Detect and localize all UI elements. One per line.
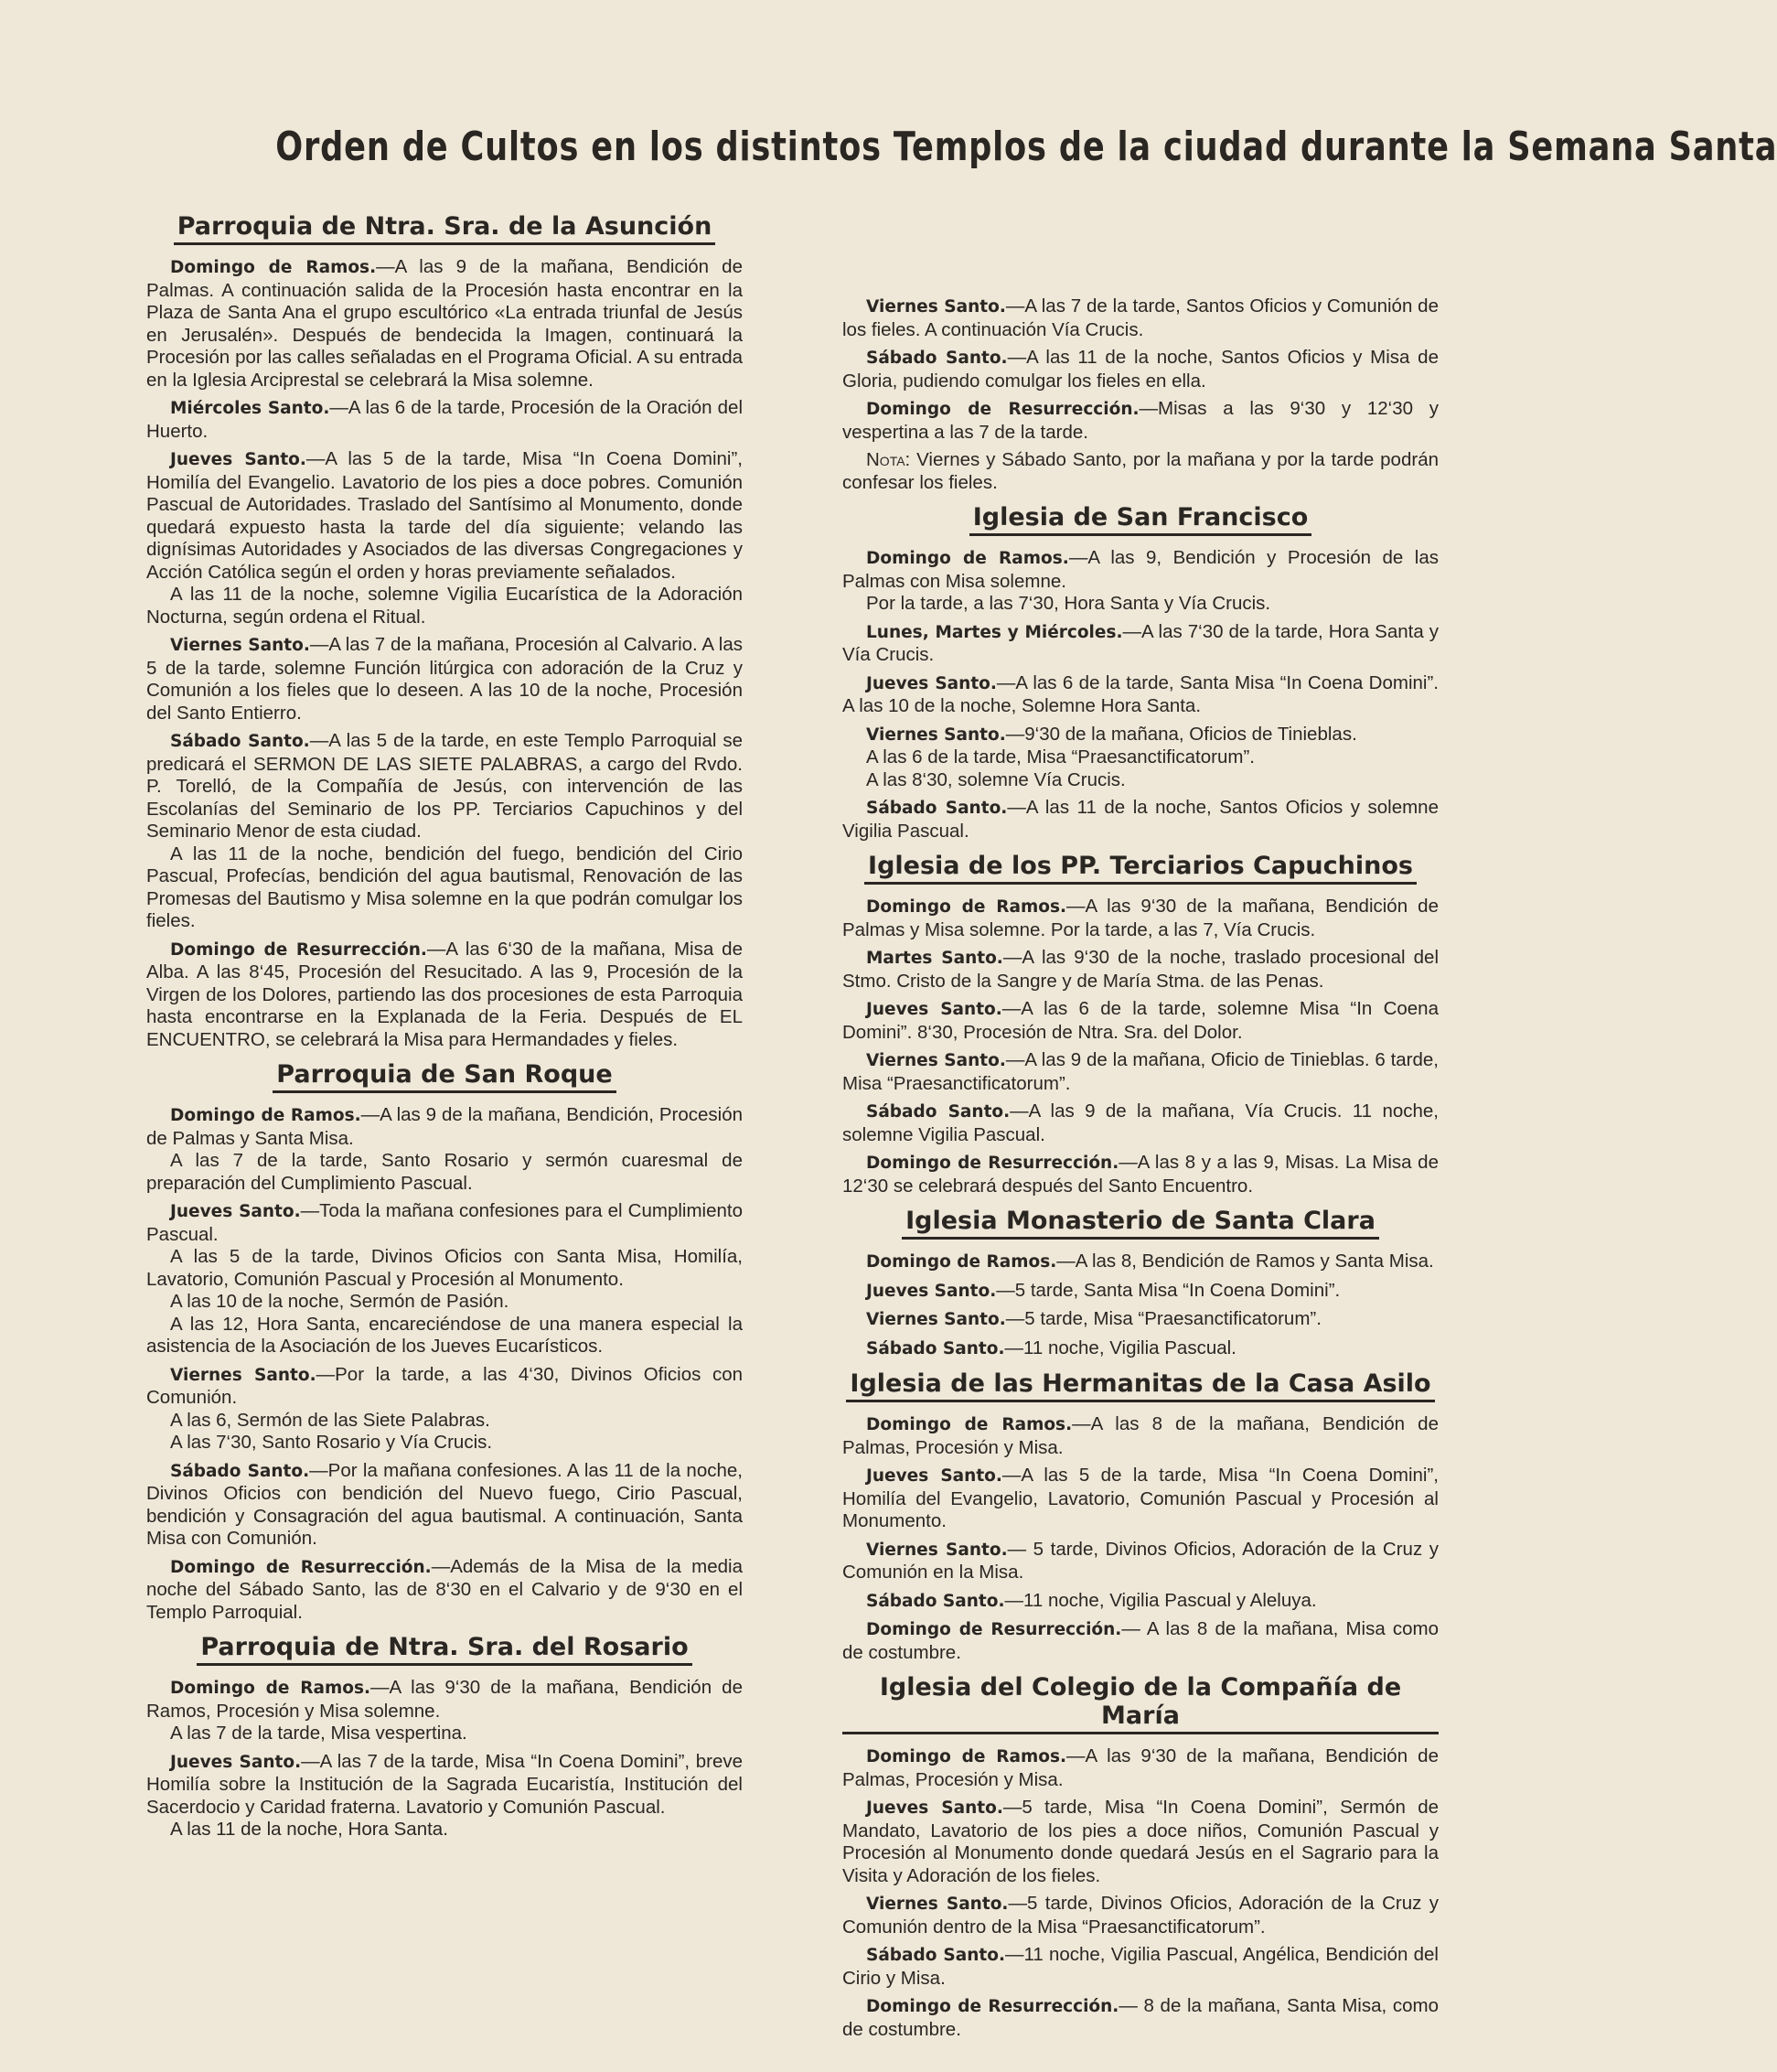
schedule-entry	[842, 896, 1439, 941]
schedule-entry	[842, 998, 1439, 1044]
schedule-entry	[842, 1539, 1439, 1584]
section-title	[146, 1633, 743, 1666]
entry-text: A las 5 de la tarde, Divinos Oficios con Santa Misa, Homilía, Lavatorio, Comunión Pascual y Procesión al Monumento.	[146, 1246, 743, 1290]
day-label: Domingo de Resurrección.	[866, 1154, 1119, 1173]
entry-text: Viernes Santo.— 5 tarde, Divinos Oficios, Adoración de la Cruz y Comunión en la Misa.	[842, 1538, 1439, 1583]
schedule-entry	[842, 1590, 1439, 1614]
day-label: Sábado Santo.	[866, 1338, 1005, 1358]
schedule-entry	[842, 1893, 1439, 1938]
entry-text: Domingo de Ramos.—A las 9, Bendición y Procesión de las Palmas con Misa solemne.	[842, 547, 1439, 592]
church-section	[146, 1633, 743, 1841]
schedule-entry	[842, 1797, 1439, 1887]
entry-text: A las 11 de la noche, Hora Santa.	[170, 1819, 448, 1840]
day-label: Miércoles Santo.	[170, 399, 330, 418]
section-title-text: Iglesia de San Francisco	[969, 503, 1312, 536]
day-label: Jueves Santo.	[170, 1752, 302, 1772]
day-label: Jueves Santo.	[866, 673, 997, 693]
day-label: Domingo de Ramos.	[170, 1106, 361, 1125]
entry-text: A las 7 de la tarde, Santo Rosario y sermón cuaresmal de preparación del Cumplimiento Pascual.	[146, 1150, 743, 1194]
entry-text: Nota: Viernes y Sábado Santo, por la mañana y por la tarde podrán confesar los fieles.	[842, 449, 1439, 493]
page-title: Orden de Cultos en los distintos Templos de la ciudad durante la Semana Santa	[275, 123, 1777, 170]
schedule-entry	[842, 1944, 1439, 1990]
entry-text: A las 11 de la noche, bendición del fuego, bendición del Cirio Pascual, Profecías, bendición del agua bautismal, Renovación de las Promesas del Bautismo y Misa solemne en la que podrán comulgar los fieles.	[146, 843, 743, 931]
church-section	[842, 1369, 1439, 1664]
section-title-text: Iglesia de los PP. Terciarios Capuchinos	[864, 852, 1417, 885]
schedule-entry	[146, 1200, 743, 1358]
entry-text: Sábado Santo.—11 noche, Vigilia Pascual.	[866, 1337, 1236, 1358]
day-label: Domingo de Ramos.	[866, 897, 1067, 917]
entry-text: A las 6 de la tarde, Misa “Praesanctificatorum”.	[866, 746, 1255, 768]
day-label: Viernes Santo.	[866, 725, 1006, 745]
entry-text: Viernes Santo.—Por la tarde, a las 4‘30, Divinos Oficios con Comunión.	[146, 1363, 744, 1408]
entry-text: Lunes, Martes y Miércoles.—A las 7‘30 de la tarde, Hora Santa y Vía Crucis.	[842, 620, 1439, 665]
schedule-entry	[842, 1413, 1439, 1459]
schedule-entry	[842, 1465, 1439, 1533]
day-label: Jueves Santo.	[170, 1202, 301, 1221]
entry-text: Domingo de Resurrección.—Misas a las 9‘30 y 12‘30 y vespertina a las 7 de la tarde.	[842, 398, 1439, 443]
entry-text: Domingo de Ramos.—A las 9‘30 de la mañana, Bendición de Palmas, Procesión y Misa.	[842, 1745, 1439, 1790]
schedule-entry	[842, 295, 1439, 341]
church-section	[146, 1060, 743, 1624]
schedule-entry	[146, 730, 743, 933]
entry-text: Jueves Santo.—A las 5 de la tarde, Misa “In Coena Domini”, Homilía del Evangelio. Lavatorio de los pies a doce pobres. Comunión Pascual de Autoridades. Traslado del Santísimo al Monumento, donde quedará expuesto hasta la tarde del día siguiente; velando las dignísimas Autoridades y Asociados de las diversas Congregaciones y Acción Católica según el orden y horas previamente señalados.	[146, 448, 743, 583]
section-title-text: Parroquia de Ntra. Sra. de la Asunción	[174, 212, 716, 245]
day-label: Jueves Santo.	[170, 450, 306, 469]
schedule-entry	[146, 634, 743, 725]
left-column	[146, 209, 743, 2050]
day-label: Sábado Santo.	[866, 1591, 1005, 1611]
day-label: Viernes Santo.	[866, 1310, 1006, 1329]
schedule-entry	[842, 1049, 1439, 1095]
entry-text: Viernes Santo.—A las 7 de la tarde, Santos Oficios y Comunión de los fieles. A continuación Vía Crucis.	[842, 295, 1439, 340]
schedule-entry	[146, 1556, 743, 1625]
day-label: Sábado Santo.	[866, 1946, 1005, 1965]
schedule-entry	[842, 347, 1439, 392]
day-label: Lunes, Martes y Miércoles.	[866, 622, 1123, 642]
entry-text: Sábado Santo.—A las 9 de la mañana, Vía Crucis. 11 noche, solemne Vigilia Pascual.	[842, 1100, 1439, 1145]
schedule-entry	[146, 1364, 743, 1455]
day-label: Viernes Santo.	[170, 636, 310, 655]
schedule-entry	[842, 1251, 1439, 1274]
schedule-entry	[146, 256, 743, 392]
entry-text: A las 12, Hora Santa, encareciéndose de una manera especial la asistencia de la Asociación de los Jueves Eucarísticos.	[146, 1313, 743, 1357]
schedule-entry	[842, 1100, 1439, 1146]
entry-text: Jueves Santo.—Toda la mañana confesiones para el Cumplimiento Pascual.	[146, 1200, 743, 1245]
day-label: Jueves Santo.	[866, 1466, 1002, 1486]
section-title	[842, 503, 1439, 536]
day-label: Viernes Santo.	[866, 1895, 1009, 1914]
section-title	[842, 1673, 1439, 1734]
day-label: Domingo de Ramos.	[866, 1747, 1067, 1766]
entry-text: Sábado Santo.—A las 5 de la tarde, en este Templo Parroquial se predicará el SERMON DE LAS SIETE PALABRAS, a cargo del Rvdo. P. Torelló, de la Compañía de Jesús, con intervención de las Escolanías del Seminario de los PP. Terciarios Capuchinos y del Seminario Menor de esta ciudad.	[146, 730, 743, 842]
schedule-entry	[842, 547, 1439, 616]
entry-text: Domingo de Ramos.—A las 8 de la mañana, Bendición de Palmas, Procesión y Misa.	[842, 1413, 1439, 1458]
columns	[146, 209, 1439, 2050]
church-section	[146, 212, 743, 1051]
day-label: Domingo de Ramos.	[170, 258, 377, 277]
schedule-entry	[842, 1745, 1439, 1791]
entry-text: Viernes Santo.—A las 7 de la mañana, Procesión al Calvario. A las 5 de la tarde, solemne Función litúrgica con adoración de la Cruz y Comunión a los fieles que lo deseen. A las 10 de la noche, Procesión del Santo Entierro.	[146, 634, 743, 724]
entry-text: A las 7 de la tarde, Misa vespertina.	[170, 1723, 467, 1744]
day-label: Domingo de Resurrección.	[170, 939, 427, 960]
day-label: Sábado Santo.	[866, 1102, 1011, 1122]
schedule-entry	[842, 398, 1439, 444]
section-title	[842, 1369, 1439, 1402]
day-label: Jueves Santo.	[866, 1000, 1002, 1019]
day-label: Sábado Santo.	[170, 1461, 310, 1481]
section-title-text: Iglesia Monasterio de Santa Clara	[902, 1207, 1379, 1240]
right-column	[842, 209, 1439, 2050]
entry-text: Sábado Santo.—11 noche, Vigilia Pascual, Angélica, Bendición del Cirio y Misa.	[842, 1944, 1439, 1989]
day-label: Martes Santo.	[866, 949, 1003, 968]
section-title-text: Iglesia de las Hermanitas de la Casa Asilo	[846, 1369, 1434, 1402]
entry-text: Domingo de Resurrección.—A las 6‘30 de la mañana, Misa de Alba. A las 8‘45, Procesión del Resucitado. A las 9, Procesión de la Virgen de los Dolores, partiendo las dos procesiones de esta Parroquia hasta encontrarse en la Explanada de la Feria. Después de EL ENCUENTRO, se celebrará la Misa para Hermandades y fieles.	[146, 938, 743, 1050]
section-title-text: Iglesia del Colegio de la Compañía de María	[842, 1673, 1439, 1734]
schedule-entry	[842, 1152, 1439, 1197]
church-section	[842, 503, 1439, 843]
day-label: Viernes Santo.	[866, 1051, 1006, 1070]
schedule-entry	[842, 724, 1439, 792]
day-label: Domingo de Resurrección.	[866, 1620, 1122, 1639]
entry-text: Sábado Santo.—Por la mañana confesiones. A las 11 de la noche, Divinos Oficios con bendición del Nuevo fuego, Cirio Pascual, bendición y Consagración del agua bautismal. A continuación, Santa Misa con Comunión.	[146, 1459, 743, 1549]
day-label: Sábado Santo.	[170, 732, 310, 751]
day-label: Viernes Santo.	[170, 1365, 316, 1385]
church-section	[842, 852, 1439, 1197]
day-label: Sábado Santo.	[866, 349, 1008, 368]
entry-text: Domingo de Ramos.—A las 9‘30 de la mañana, Bendición de Ramos, Procesión y Misa solemne.	[146, 1677, 743, 1722]
section-title-text: Parroquia de Ntra. Sra. del Rosario	[197, 1633, 691, 1666]
entry-text: Domingo de Resurrección.— A las 8 de la mañana, Misa como de costumbre.	[842, 1618, 1439, 1663]
schedule-entry	[842, 672, 1439, 718]
entry-text: Martes Santo.—A las 9‘30 de la noche, traslado procesional del Stmo. Cristo de la Sangre y de María Stma. de las Penas.	[842, 947, 1440, 992]
schedule-entry	[146, 397, 743, 443]
church-section	[842, 1673, 1439, 2041]
entry-text: Domingo de Resurrección.— 8 de la mañana, Santa Misa, como de costumbre.	[842, 1995, 1439, 2040]
day-label: Sábado Santo.	[866, 799, 1008, 818]
entry-text: Domingo de Ramos.—A las 9 de la mañana, Bendición, Procesión de Palmas y Santa Misa.	[146, 1104, 743, 1149]
day-label: Jueves Santo.	[866, 1281, 997, 1301]
entry-text: Jueves Santo.—5 tarde, Misa “In Coena Domini”, Sermón de Mandato, Lavatorio de los pies a doce niños, Comunión Pascual y Procesión al Monumento donde quedará Jesús en el Sagrario para la Visita y Adoración de los fieles.	[842, 1797, 1440, 1886]
entry-text: Jueves Santo.—A las 6 de la tarde, solemne Misa “In Coena Domini”. 8‘30, Procesión de Ntra. Sra. del Dolor.	[842, 998, 1439, 1043]
entry-text: Miércoles Santo.—A las 6 de la tarde, Procesión de la Oración del Huerto.	[146, 397, 744, 442]
entry-text: Jueves Santo.—A las 7 de la tarde, Misa “In Coena Domini”, breve Homilía sobre la Institución de la Sagrada Eucaristía, Institución del Sacerdocio y Caridad fraterna. Lavatorio y Comunión Pascual.	[146, 1750, 743, 1818]
entry-text: Domingo de Ramos.—A las 9 de la mañana, Bendición de Palmas. A continuación salida de la Procesión hasta encontrar en la Plaza de Santa Ana el grupo escultórico «La entrada triunfal de Jesús en Jerusalén». Después de bendecida la Imagen, continuará la Procesión por las calles señaladas en el Programa Oficial. A su entrada en la Iglesia Arciprestal se celebrará la Misa solemne.	[146, 256, 743, 391]
schedule-entry	[146, 448, 743, 628]
section-title-text: Parroquia de San Roque	[273, 1060, 616, 1093]
schedule-entry	[842, 1280, 1439, 1304]
schedule-entry	[146, 1751, 743, 1841]
entry-text: Sábado Santo.—11 noche, Vigilia Pascual y Aleluya.	[866, 1589, 1317, 1611]
day-label: Viernes Santo.	[866, 297, 1006, 317]
church-section	[842, 1207, 1439, 1360]
day-label: Domingo de Ramos.	[866, 1415, 1073, 1434]
schedule-entry	[842, 1337, 1439, 1361]
entry-text: A las 11 de la noche, solemne Vigilia Eucarística de la Adoración Nocturna, según ordena el Ritual.	[146, 584, 743, 628]
entry-text: Jueves Santo.—A las 6 de la tarde, Santa Misa “In Coena Domini”. A las 10 de la noche, Solemne Hora Santa.	[842, 671, 1439, 716]
schedule-entry	[842, 1995, 1439, 2041]
day-label: Domingo de Ramos.	[170, 1679, 371, 1698]
schedule-entry	[146, 1677, 743, 1745]
entry-text: Jueves Santo.—A las 5 de la tarde, Misa “In Coena Domini”, Homilía del Evangelio, Lavatorio, Comunión Pascual y Procesión al Monumento.	[842, 1465, 1439, 1531]
section-title	[842, 852, 1439, 885]
church-section	[842, 295, 1439, 494]
entry-text: Sábado Santo.—A las 11 de la noche, Santos Oficios y solemne Vigilia Pascual.	[842, 797, 1439, 842]
schedule-entry	[842, 621, 1439, 667]
entry-text: Viernes Santo.—9‘30 de la mañana, Oficios de Tinieblas.	[866, 723, 1357, 745]
section-title	[842, 1207, 1439, 1240]
entry-text: Domingo de Resurrección.—A las 8 y a las 9, Misas. La Misa de 12‘30 se celebrará después del Santo Encuentro.	[842, 1152, 1439, 1197]
section-title	[146, 1060, 743, 1093]
schedule-entry	[146, 939, 743, 1052]
note-label: Nota:	[866, 449, 911, 470]
schedule-entry	[842, 1618, 1439, 1664]
entry-text: A las 6, Sermón de las Siete Palabras.	[170, 1409, 490, 1431]
entry-text: Domingo de Resurrección.—Además de la Misa de la media noche del Sábado Santo, las de 8‘30 en el Calvario y de 9‘30 en el Templo Parroquial.	[146, 1555, 743, 1623]
entry-text: Sábado Santo.—A las 11 de la noche, Santos Oficios y Misa de Gloria, pudiendo comulgar los fieles en ella.	[842, 347, 1439, 392]
schedule-entry	[842, 449, 1439, 494]
entry-text: Por la tarde, a las 7‘30, Hora Santa y Vía Crucis.	[866, 593, 1271, 614]
schedule-entry	[842, 797, 1439, 843]
day-label: Domingo de Ramos.	[866, 1252, 1057, 1272]
schedule-entry	[146, 1460, 743, 1551]
entry-text: Viernes Santo.—A las 9 de la mañana, Oficio de Tinieblas. 6 tarde, Misa “Praesanctificatorum”.	[842, 1049, 1439, 1094]
day-label: Jueves Santo.	[866, 1798, 1003, 1818]
day-label: Domingo de Resurrección.	[866, 400, 1140, 419]
section-title	[146, 212, 743, 245]
entry-text: Jueves Santo.—5 tarde, Santa Misa “In Coena Domini”.	[866, 1279, 1341, 1301]
day-label: Domingo de Resurrección.	[866, 1997, 1119, 2016]
entry-text: Domingo de Ramos.—A las 9‘30 de la mañana, Bendición de Palmas y Misa solemne. Por la tarde, a las 7, Vía Crucis.	[842, 896, 1439, 940]
day-label: Viernes Santo.	[866, 1540, 1008, 1560]
entry-text: A las 10 de la noche, Sermón de Pasión.	[170, 1291, 509, 1312]
entry-text: A las 8‘30, solemne Vía Crucis.	[866, 768, 1126, 790]
entry-text: Domingo de Ramos.—A las 8, Bendición de Ramos y Santa Misa.	[866, 1251, 1434, 1272]
entry-text: Viernes Santo.—5 tarde, Misa “Praesanctificatorum”.	[866, 1308, 1322, 1329]
schedule-entry	[842, 1308, 1439, 1332]
day-label: Domingo de Resurrección.	[170, 1557, 432, 1577]
schedule-entry	[146, 1104, 743, 1195]
day-label: Domingo de Ramos.	[866, 549, 1069, 568]
entry-text: Viernes Santo.—5 tarde, Divinos Oficios, Adoración de la Cruz y Comunión dentro de la Misa “Praesanctificatorum”.	[842, 1893, 1440, 1938]
schedule-entry	[842, 947, 1439, 993]
entry-text: A las 7‘30, Santo Rosario y Vía Crucis.	[170, 1432, 493, 1453]
